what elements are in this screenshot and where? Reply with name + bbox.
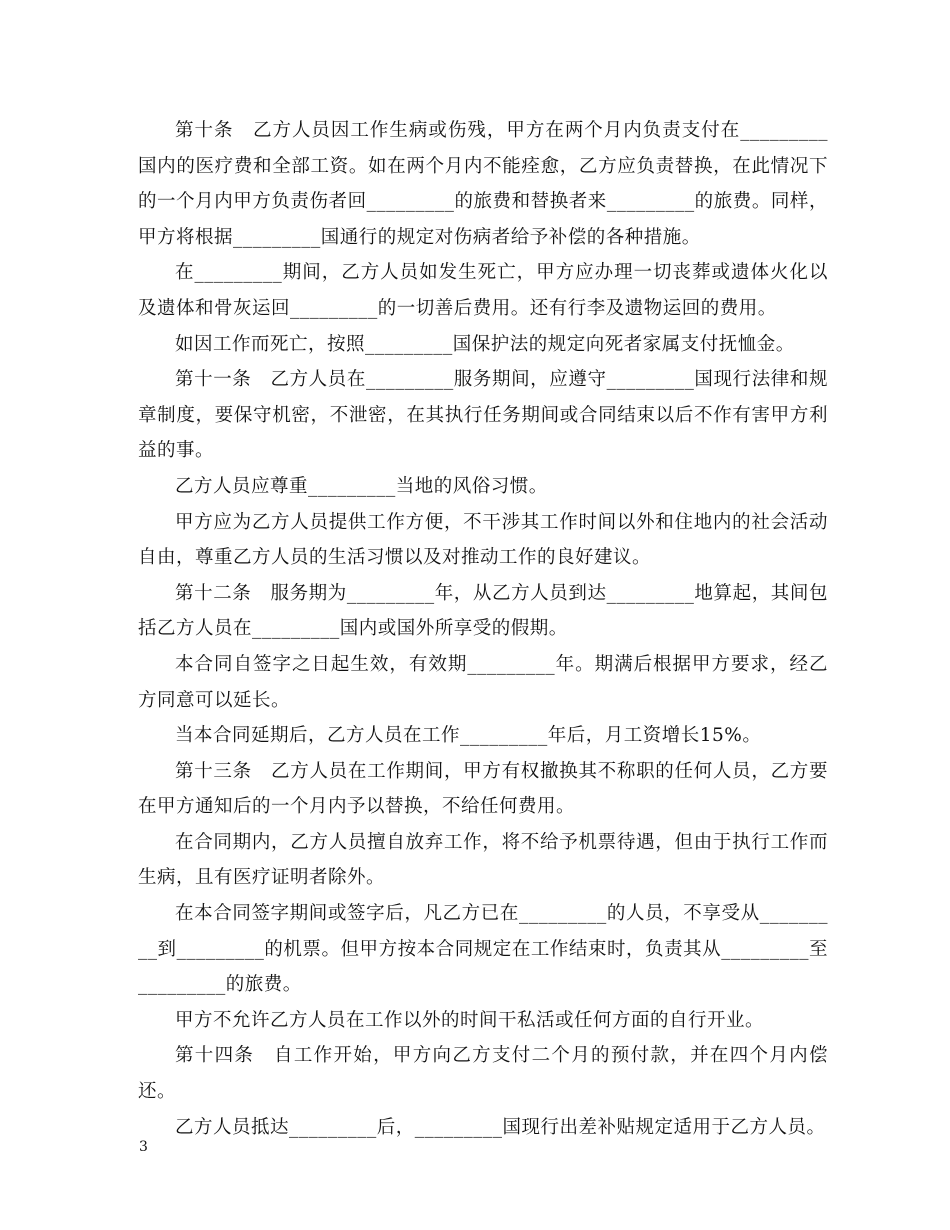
airfare-paragraph: 在本合同签字期间或签字后，凡乙方已在_________的人员，不享受从_________到_________的机票。但甲方按本合同规定在工作结束时，负责其从_________至_________的旅费。 bbox=[138, 903, 828, 996]
clause-14-paragraph: 第十四条 自工作开始，甲方向乙方支付二个月的预付款，并在四个月内偿还。 bbox=[138, 1045, 828, 1103]
death-during-service-paragraph: 在_________期间，乙方人员如发生死亡，甲方应办理一切丧葬或遗体火化以及遗体和骨灰运回_________的一切善后费用。还有行李及遗物运回的费用。 bbox=[138, 262, 828, 319]
death-compensation-paragraph: 如因工作而死亡，按照_________国保护法的规定向死者家属支付抚恤金。 bbox=[175, 333, 795, 355]
salary-increase-paragraph: 当本合同延期后，乙方人员在工作_________年后，月工资增长15%。 bbox=[175, 725, 762, 747]
local-customs-paragraph: 乙方人员应尊重_________当地的风俗习惯。 bbox=[175, 475, 548, 497]
contract-body bbox=[138, 113, 828, 1145]
clause-10-paragraph: 第十条 乙方人员因工作生病或伤残，甲方在两个月内负责支付在_________国内的医疗费和全部工资。如在两个月内不能痊愈，乙方应负责替换，在此情况下的一个月内甲方负责伤者回_________的旅费和替换者来_________的旅费。同样，甲方将根据_________国通行的规定对伤病者给予补偿的各种措施。 bbox=[138, 120, 828, 248]
private-work-paragraph: 甲方不允许乙方人员在工作以外的时间干私活或任何方面的自行开业。 bbox=[175, 1009, 765, 1031]
page-number: 3 bbox=[139, 1139, 148, 1155]
travel-allowance-paragraph: 乙方人员抵达_________后，_________国现行出差补贴规定适用于乙方人员。 bbox=[175, 1116, 826, 1138]
clause-13-paragraph: 第十三条 乙方人员在工作期间，甲方有权撤换其不称职的任何人员，乙方要在甲方通知后的一个月内予以替换，不给任何费用。 bbox=[138, 760, 828, 818]
work-convenience-paragraph: 甲方应为乙方人员提供工作方便，不干涉其工作时间以外和住地内的社会活动自由，尊重乙方人员的生活习惯以及对推动工作的良好建议。 bbox=[138, 511, 828, 569]
clause-12-paragraph: 第十二条 服务期为_________年，从乙方人员到达_________地算起，其间包括乙方人员在_________国内或国外所享受的假期。 bbox=[138, 582, 828, 640]
validity-paragraph: 本合同自签字之日起生效，有效期_________年。期满后根据甲方要求，经乙方同意可以延长。 bbox=[138, 653, 828, 711]
abandon-work-paragraph: 在合同期内，乙方人员擅自放弃工作，将不给予机票待遇，但由于执行工作而生病，且有医疗证明者除外。 bbox=[138, 831, 828, 889]
clause-11-paragraph: 第十一条 乙方人员在_________服务期间，应遵守_________国现行法律和规章制度，要保守机密，不泄密，在其执行任务期间或合同结束以后不作有害甲方利益的事。 bbox=[138, 369, 828, 462]
